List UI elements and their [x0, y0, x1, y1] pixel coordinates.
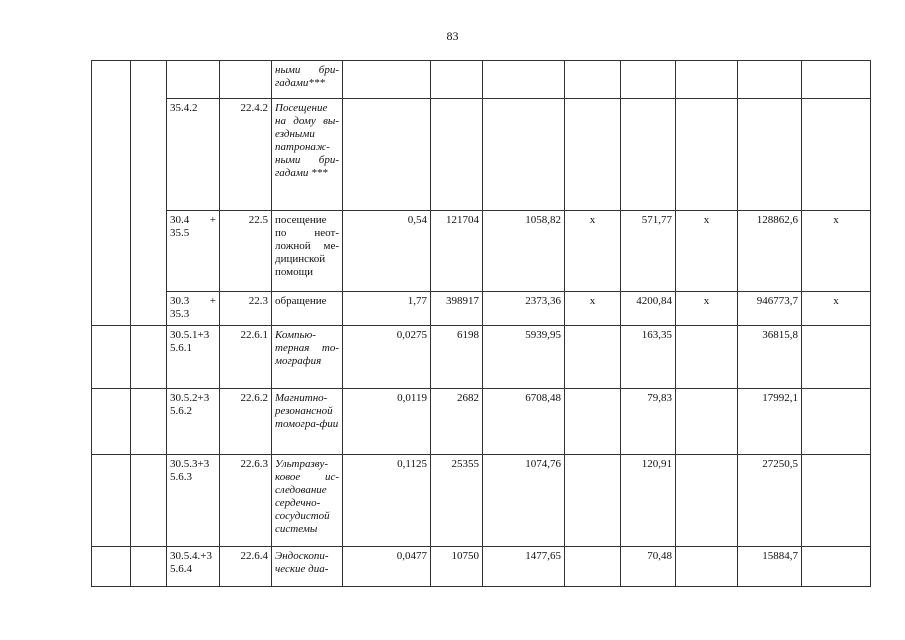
cost-cell: 1074,76: [483, 455, 565, 547]
total-cell: 17992,1: [738, 389, 802, 455]
mark-cell: [676, 389, 738, 455]
group-cell: [92, 455, 131, 547]
section-code-cell: 22.5: [220, 211, 272, 292]
group-cell: [131, 389, 167, 455]
cost-cell: 2373,36: [483, 292, 565, 326]
code-part: 35.5: [170, 227, 190, 239]
norm-cell: 0,0275: [343, 326, 431, 389]
mark-cell: [802, 389, 871, 455]
per-capita-cell: 79,83: [621, 389, 676, 455]
section-code-cell: 22.6.3: [220, 455, 272, 547]
per-capita-cell: [621, 99, 676, 211]
table-row: [92, 389, 871, 455]
group-cell: [131, 99, 167, 211]
volume-cell: 2682: [431, 389, 483, 455]
cost-cell: 6708,48: [483, 389, 565, 455]
table-row: [92, 99, 871, 211]
section-code-cell: 22.6.4: [220, 547, 272, 587]
norm-cell: 0,0119: [343, 389, 431, 455]
code-part: 30.3: [170, 295, 190, 307]
mark-cell: [676, 455, 738, 547]
group-cell: [131, 61, 167, 99]
group-cell: [131, 326, 167, 389]
description-cell: Эндоскопи-ческие диа-: [272, 547, 343, 587]
cost-cell: 5939,95: [483, 326, 565, 389]
code-cell: 35.4.2: [167, 99, 220, 211]
group-cell: [92, 211, 131, 292]
code-plus: +: [209, 295, 216, 307]
code-cell: 30.5.3+3 5.6.3: [167, 455, 220, 547]
description-cell: обращение: [272, 292, 343, 326]
code-cell: [167, 211, 220, 292]
description-cell: ными бри-гадами***: [272, 61, 343, 99]
total-cell: 946773,7: [738, 292, 802, 326]
volume-cell: 10750: [431, 547, 483, 587]
section-code-cell: 22.4.2: [220, 99, 272, 211]
volume-cell: 25355: [431, 455, 483, 547]
per-capita-cell: 70,48: [621, 547, 676, 587]
group-cell: [92, 61, 131, 99]
group-cell: [92, 389, 131, 455]
description-cell: Ультразву-ковое ис-следование сердечно-сосудистой системы: [272, 455, 343, 547]
mark-cell: x: [802, 292, 871, 326]
mark-cell: x: [676, 211, 738, 292]
mark-cell: [565, 389, 621, 455]
description-cell: посещение по неот-ложной ме-дицинской помощи: [272, 211, 343, 292]
norm-cell: 1,77: [343, 292, 431, 326]
mark-cell: [565, 547, 621, 587]
code-cell: 30.5.1+3 5.6.1: [167, 326, 220, 389]
section-code-cell: [220, 61, 272, 99]
cost-cell: 1058,82: [483, 211, 565, 292]
per-capita-cell: 120,91: [621, 455, 676, 547]
total-cell: [738, 99, 802, 211]
group-cell: [92, 547, 131, 587]
mark-cell: [676, 61, 738, 99]
code-cell: 30.5.4.+3 5.6.4: [167, 547, 220, 587]
total-cell: [738, 61, 802, 99]
cost-cell: [483, 99, 565, 211]
norm-cell: 0,1125: [343, 455, 431, 547]
per-capita-cell: 571,77: [621, 211, 676, 292]
mark-cell: x: [565, 292, 621, 326]
group-cell: [131, 455, 167, 547]
mark-cell: [802, 547, 871, 587]
group-cell: [92, 99, 131, 211]
description-cell: Магнитно-резонансной томогра-фии: [272, 389, 343, 455]
mark-cell: x: [565, 211, 621, 292]
mark-cell: [676, 547, 738, 587]
group-cell: [131, 547, 167, 587]
per-capita-cell: 4200,84: [621, 292, 676, 326]
mark-cell: x: [802, 211, 871, 292]
total-cell: 128862,6: [738, 211, 802, 292]
cost-cell: [483, 61, 565, 99]
total-cell: 15884,7: [738, 547, 802, 587]
total-cell: 36815,8: [738, 326, 802, 389]
mark-cell: [565, 99, 621, 211]
page-number: 83: [446, 29, 459, 43]
section-code-cell: 22.6.2: [220, 389, 272, 455]
section-code-cell: 22.3: [220, 292, 272, 326]
section-code-cell: 22.6.1: [220, 326, 272, 389]
description-cell: Компью-терная то-мография: [272, 326, 343, 389]
group-cell: [131, 292, 167, 326]
code-part: 35.3: [170, 308, 190, 320]
table-row: [92, 547, 871, 587]
mark-cell: [802, 455, 871, 547]
code-cell: [167, 292, 220, 326]
volume-cell: [431, 61, 483, 99]
norm-cell: 0,0477: [343, 547, 431, 587]
code-part: 30.4: [170, 214, 190, 226]
volume-cell: 121704: [431, 211, 483, 292]
table-row: [92, 326, 871, 389]
volume-cell: [431, 99, 483, 211]
code-plus: +: [209, 214, 216, 226]
mark-cell: [802, 326, 871, 389]
per-capita-cell: [621, 61, 676, 99]
mark-cell: [565, 455, 621, 547]
mark-cell: [676, 99, 738, 211]
code-cell: 30.5.2+3 5.6.2: [167, 389, 220, 455]
mark-cell: [565, 326, 621, 389]
volume-cell: 398917: [431, 292, 483, 326]
mark-cell: [565, 61, 621, 99]
group-cell: [92, 292, 131, 326]
table-row: [92, 292, 871, 326]
per-capita-cell: 163,35: [621, 326, 676, 389]
table-row: [92, 211, 871, 292]
mark-cell: [802, 99, 871, 211]
total-cell: 27250,5: [738, 455, 802, 547]
group-cell: [131, 211, 167, 292]
data-table: [91, 60, 871, 587]
cost-cell: 1477,65: [483, 547, 565, 587]
table-row: [92, 61, 871, 99]
norm-cell: [343, 61, 431, 99]
group-cell: [92, 326, 131, 389]
volume-cell: 6198: [431, 326, 483, 389]
mark-cell: [676, 326, 738, 389]
description-cell: Посещение на дому вы-ездными патронаж-ными бри-гадами ***: [272, 99, 343, 211]
mark-cell: [802, 61, 871, 99]
table-row: [92, 455, 871, 547]
mark-cell: x: [676, 292, 738, 326]
code-cell: [167, 61, 220, 99]
norm-cell: [343, 99, 431, 211]
norm-cell: 0,54: [343, 211, 431, 292]
